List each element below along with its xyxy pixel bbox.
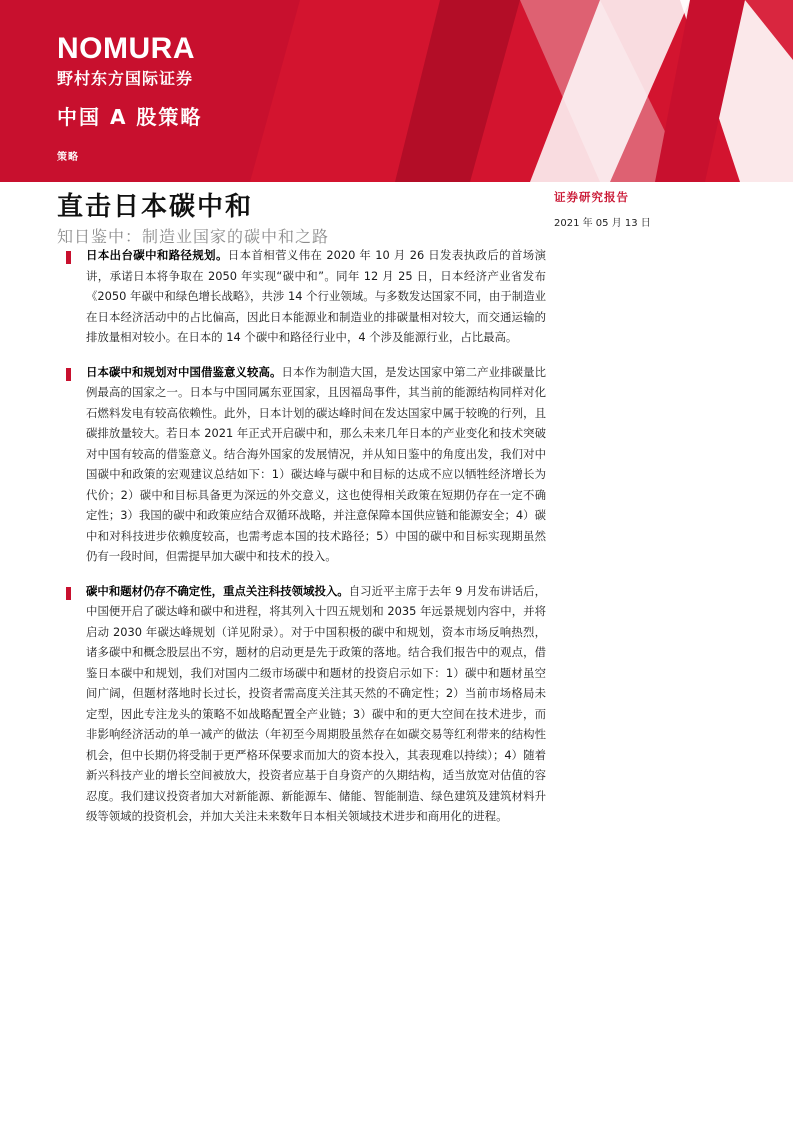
bullet-marker xyxy=(66,587,71,600)
bullet-lead: 日本碳中和规划对中国借鉴意义较高。 xyxy=(86,364,282,379)
bullet-body: 日本首相菅义伟在 2020 年 10 月 26 日发表执政后的首场演讲，承诺日本将争取在 2050 年实现“碳中和”。同年 12 月 25 日，日本经济产业省发布《2050 年碳中和绿色增长战略》，共涉 14 个行业领域。与多数发达国家不同，由于制造业在日本经济活动中的占比偏高，因此日本能源业和制造业的排碳量相对较大，而交通运输的排放量相对较小。在日本的 14 个碳中和路径行业中，4 个涉及能源行业，占比最高。 xyxy=(86,248,546,344)
category-label: 策略 xyxy=(57,152,79,163)
nomura-logo: NOMURA xyxy=(57,32,195,65)
summary-bullet xyxy=(66,245,546,348)
company-name: 野村东方国际证券 xyxy=(57,69,194,88)
header-banner xyxy=(0,0,793,182)
bullet-paragraph xyxy=(86,362,546,567)
bullet-marker xyxy=(66,251,71,264)
report-type-label: 证券研究报告 xyxy=(554,190,629,204)
bullet-paragraph xyxy=(86,581,546,827)
bullet-body: 日本作为制造大国，是发达国家中第二产业排碳量比例最高的国家之一。日本与中国同属东亚国家，且因福岛事件，其当前的能源结构同样对化石燃料发电有较高依赖性。此外，日本计划的碳达峰时间在发达国家中属于较晚的行列，且碳排放量较大。若日本 2021 年正式开启碳中和，那么未来几年日本的产业变化和技术突破对中国有较高的借鉴意义。结合海外国家的发展情况，并从知日鉴中的角度出发，我们对中国碳中和政策的宏观建议总结如下：1）碳达峰与碳中和目标的达成不应以牺牲经济增长为代价；2）碳中和目标具备更为深远的外交意义，这也使得相关政策在短期仍存在一定不确定性；3）我国的碳中和政策应结合双循环战略，并注意保障本国供应链和能源安全；4）碳中和对科技进步依赖度较高，也需考虑本国的技术路径；5）中国的碳中和目标实现期虽然仍有一段时间，但需提早加大碳中和技术的投入。 xyxy=(86,364,546,563)
bullet-lead: 碳中和题材仍存不确定性，重点关注科技领域投入。 xyxy=(86,583,349,598)
report-date: 2021 年 05 月 13 日 xyxy=(554,218,651,229)
bullet-paragraph xyxy=(86,245,546,348)
banner-pattern xyxy=(0,0,793,182)
page-subtitle: 知日鉴中：制造业国家的碳中和之路 xyxy=(57,227,330,246)
bullet-body: 自习近平主席于去年 9 月发布讲话后，中国便开启了碳达峰和碳中和进程，将其列入十四五规划和 2035 年远景规划内容中，并将启动 2030 年碳达峰规划（详见附录）。对于中国积极的碳中和规划，资本市场反响热烈，诸多碳中和概念股层出不穷，题材的启动更是先于政策的落地。结合我们报告中的观点，借鉴日本碳中和规划，我们对国内二级市场碳中和题材的投资启示如下：1）碳中和题材虽空间广阔，但题材落地时长过长，投资者需高度关注其天然的不确定性；2）当前市场格局未定型，因此专注龙头的策略不如战略配置全产业链；3）碳中和的更大空间在技术进步，而非影响经济活动的单一减产的做法（年初至今周期股虽然存在如碳交易等红利带来的结构性机会，但中长期仍将受制于更严格环保要求而加大的资本投入，其表现难以持续）；4）随着新兴科技产业的增长空间被放大，投资者应基于自身资产的久期结构，适当放宽对估值的容忍度。我们建议投资者加大对新能源、新能源车、储能、智能制造、绿色建筑及建筑材料升级等领域的投资机会，并加大关注未来数年日本相关领域技术进步和商用化的进程。 xyxy=(86,583,546,823)
series-title: 中国 A 股策略 xyxy=(57,105,203,129)
bullet-marker xyxy=(66,368,71,381)
page-title: 直击日本碳中和 xyxy=(57,192,254,222)
bullet-lead: 日本出台碳中和路径规划。 xyxy=(86,248,228,262)
summary-content xyxy=(66,245,546,841)
summary-bullet xyxy=(66,581,546,827)
summary-bullet xyxy=(66,362,546,567)
